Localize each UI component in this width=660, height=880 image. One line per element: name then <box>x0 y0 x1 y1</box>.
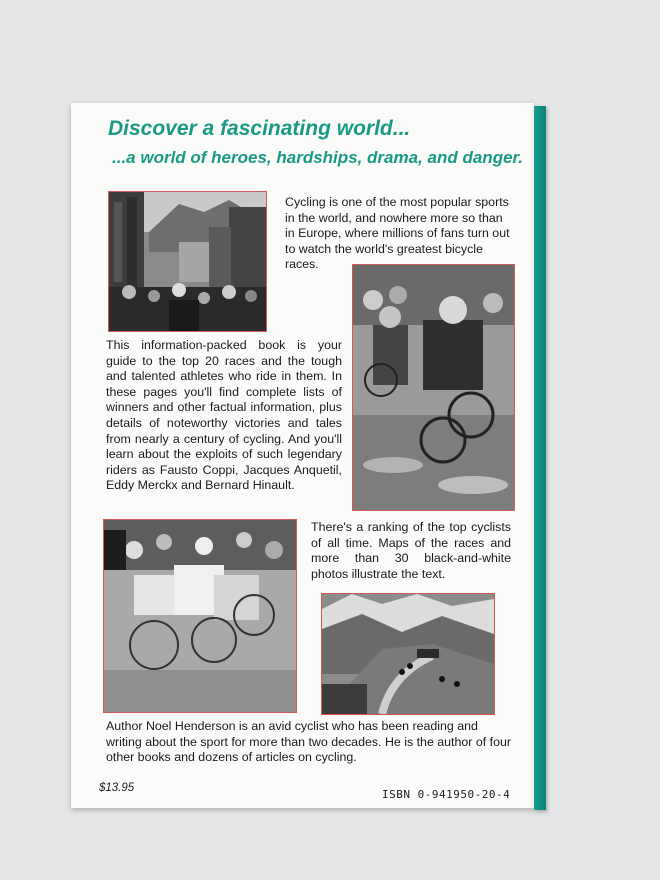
subheadline: ...a world of heroes, hardships, drama, and danger. <box>112 148 523 167</box>
book-spine <box>534 106 546 810</box>
photo-crash <box>103 519 297 713</box>
price-label: $13.95 <box>99 782 135 794</box>
guide-paragraph: This information-packed book is your guide to the top 20 races and the tough and talented athletes who ride in them. In these pages you'll find complete lists of winners and other factual information, plus details of noteworthy victories and tales from nearly a century of cycling. And you'll learn about the exploits of such legendary riders as Fausto Coppi, Jacques Anquetil, Eddy Merckx and Bernard Hinault. <box>106 338 342 493</box>
isbn-label: ISBN 0-941950-20-4 <box>382 788 511 801</box>
author-paragraph: Author Noel Henderson is an avid cyclist who has been reading and writing about the sport for more than two decades. He is the author of four other books and dozens of articles on cycling. <box>106 719 511 765</box>
ranking-paragraph: There's a ranking of the top cyclists of all time. Maps of the races and more than 30 black-and-white photos illustrate the text. <box>311 520 511 581</box>
photo-mountain-pass <box>321 593 495 715</box>
headline: Discover a fascinating world... <box>108 117 411 140</box>
photo-rider-mud <box>352 264 515 511</box>
intro-paragraph: Cycling is one of the most popular sports in the world, and nowhere more so than in Europe, where millions of fans turn out to watch the world's greatest bicycle races. <box>285 195 510 272</box>
photo-street-crowd <box>108 191 267 332</box>
